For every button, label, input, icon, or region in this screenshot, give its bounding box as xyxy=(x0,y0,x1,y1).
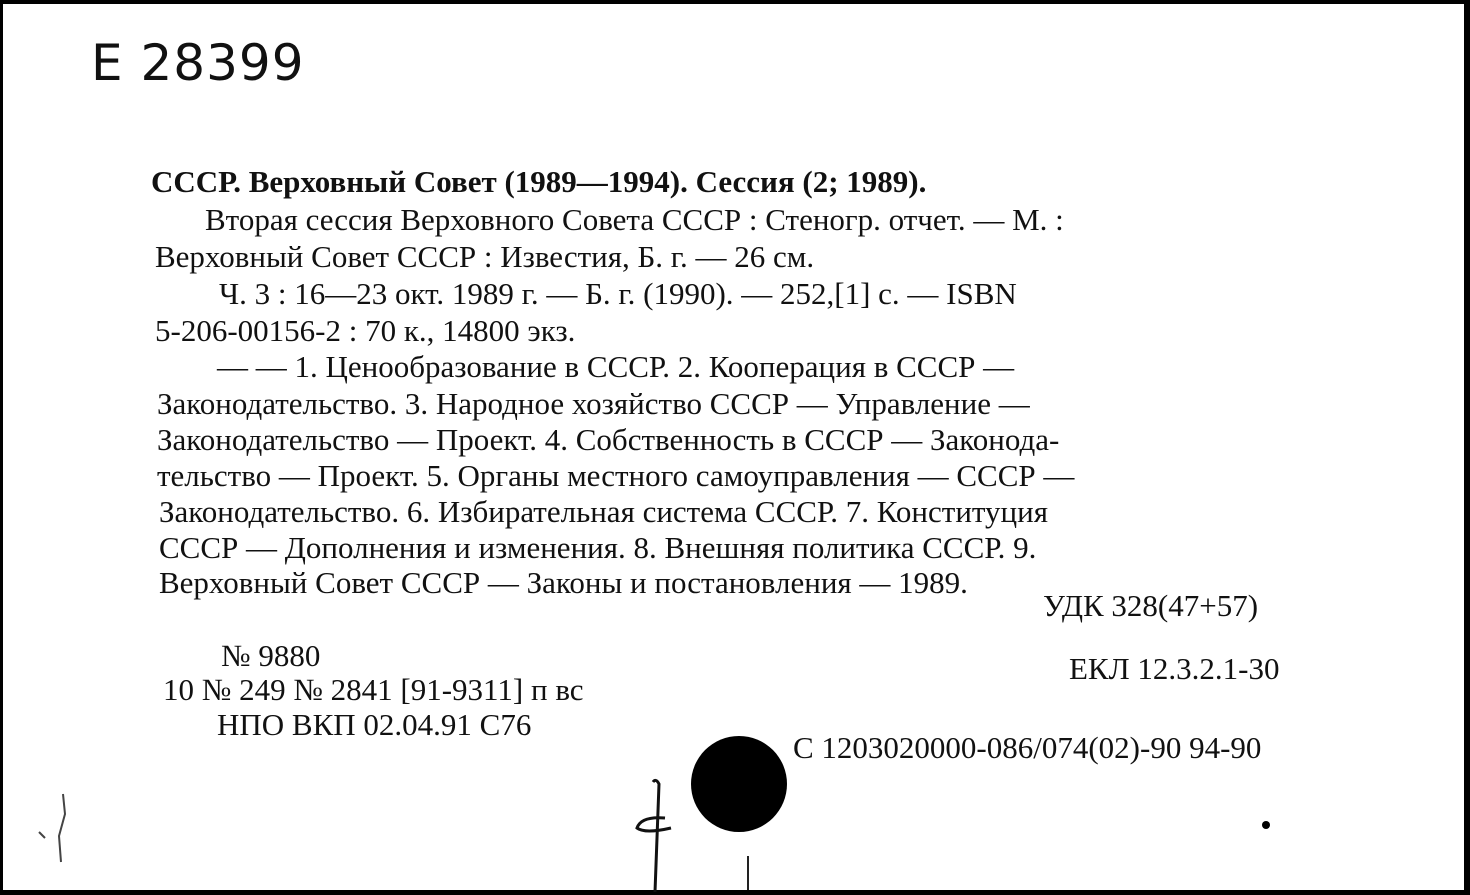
body-line-6: Законодательство. 3. Народное хозяйство СССР — Управление — xyxy=(157,386,1030,421)
stat-line-1: № 9880 xyxy=(221,638,321,673)
body-line-8: тельство — Проект. 5. Органы местного самоуправления — СССР — xyxy=(157,458,1075,493)
ink-dot xyxy=(1262,821,1270,829)
punch-hole xyxy=(691,736,787,832)
body-line-1: Вторая сессия Верховного Совета СССР : Стеногр. отчет. — М. : xyxy=(205,202,1064,237)
body-line-2: Верховный Совет СССР : Известия, Б. г. — 26 см. xyxy=(155,239,815,274)
body-line-5: — — 1. Ценообразование в СССР. 2. Кооперация в СССР — xyxy=(217,349,1015,384)
stat-line-3: НПО ВКП 02.04.91 С76 xyxy=(217,707,532,742)
margin-tick xyxy=(743,854,753,894)
margin-pencil-mark xyxy=(25,784,85,874)
body-line-9: Законодательство. 6. Избирательная система СССР. 7. Конституция xyxy=(159,494,1048,529)
ekl-code: ЕКЛ 12.3.2.1-30 xyxy=(1069,651,1280,686)
record-heading: СССР. Верховный Совет (1989—1994). Сессия (2; 1989). xyxy=(151,164,927,199)
handwritten-mark xyxy=(623,774,683,894)
bbk-code: С 1203020000-086/074(02)-90 94-90 xyxy=(793,730,1262,765)
body-line-4: 5-206-00156-2 : 70 к., 14800 экз. xyxy=(155,313,576,348)
body-line-3: Ч. 3 : 16—23 окт. 1989 г. — Б. г. (1990). — 252,[1] с. — ISBN xyxy=(219,276,1017,311)
body-line-10: СССР — Дополнения и изменения. 8. Внешняя политика СССР. 9. xyxy=(159,530,1037,565)
body-line-7: Законодательство — Проект. 4. Собственность в СССР — Законода- xyxy=(157,422,1060,457)
stat-line-2: 10 № 249 № 2841 [91-9311] п вс xyxy=(163,672,584,707)
call-number: Е 28399 xyxy=(91,34,305,92)
udk-code: УДК 328(47+57) xyxy=(1043,588,1259,623)
body-line-11: Верховный Совет СССР — Законы и постановления — 1989. xyxy=(159,565,968,600)
